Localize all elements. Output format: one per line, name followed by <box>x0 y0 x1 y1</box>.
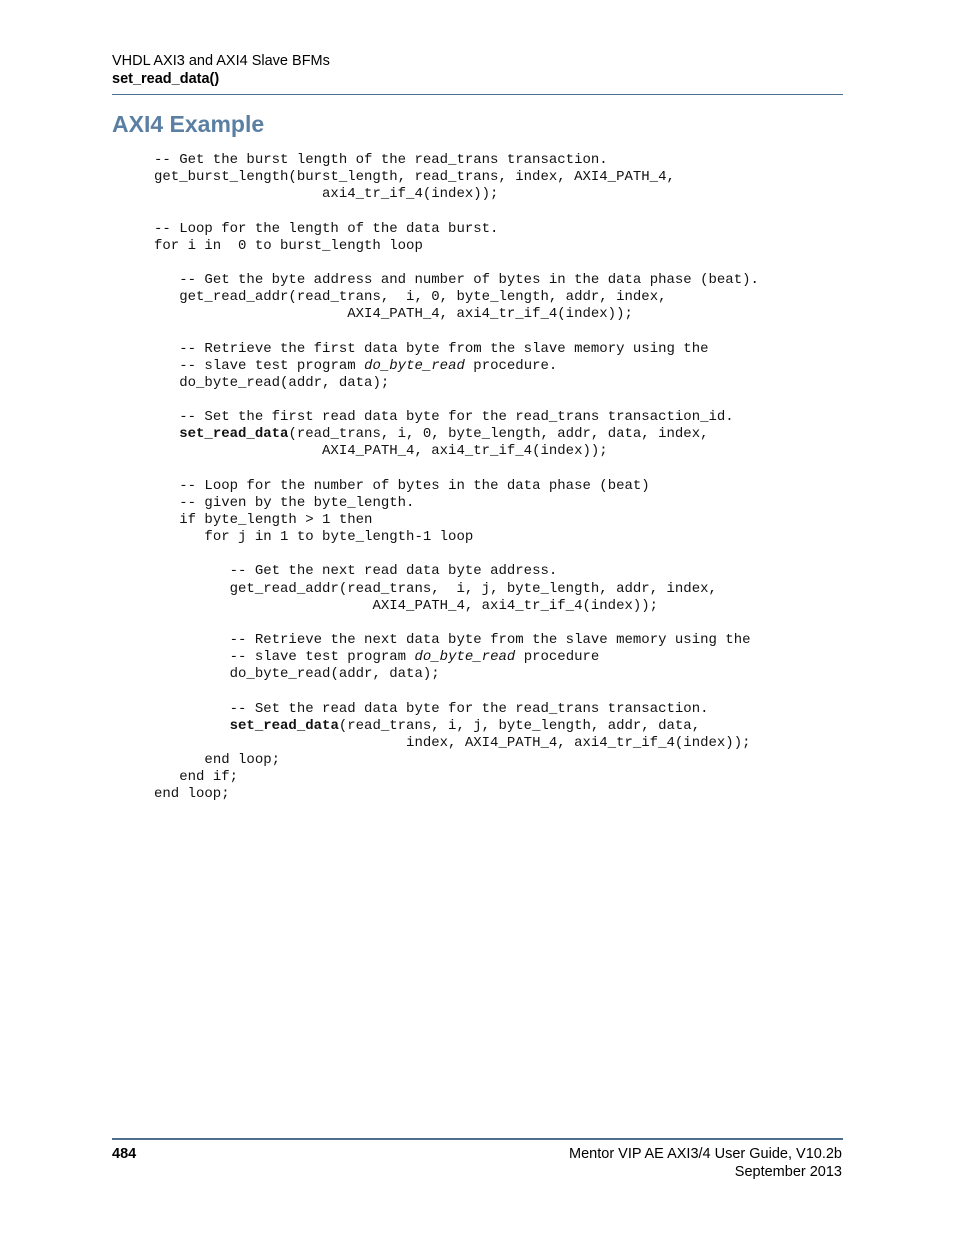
code-text: -- slave test program <box>179 357 365 374</box>
code-line <box>154 238 759 255</box>
code-line <box>154 186 759 203</box>
code-text: for j in 1 to byte_length-1 loop <box>204 529 474 546</box>
code-text: do_byte_read(addr, data); <box>229 666 440 683</box>
code-line <box>154 666 759 683</box>
code-text: get_burst_length(burst_length, read_trans, index, AXI4_PATH_4, <box>154 169 675 186</box>
code-keyword: set_read_data <box>229 717 339 734</box>
code-line <box>154 701 759 718</box>
code-text: -- Retrieve the first data byte from the slave memory using the <box>179 340 709 357</box>
code-line <box>154 615 759 632</box>
code-text: do_byte_read(addr, data); <box>179 374 390 391</box>
code-line <box>154 735 759 752</box>
code-line <box>154 581 759 598</box>
code-line <box>154 683 759 700</box>
code-keyword: set_read_data <box>179 426 289 443</box>
code-line <box>154 529 759 546</box>
code-line <box>154 546 759 563</box>
code-line <box>154 306 759 323</box>
code-line <box>154 478 759 495</box>
section-heading: AXI4 Example <box>112 111 265 137</box>
code-text: -- Get the burst length of the read_trans transaction. <box>154 152 608 168</box>
code-line <box>154 598 759 615</box>
code-line <box>154 786 759 803</box>
footer-date: September 2013 <box>734 1164 842 1180</box>
code-text: -- Get the byte address and number of bytes in the data phase (beat). <box>179 271 759 288</box>
code-line <box>154 718 759 735</box>
code-text: end loop; <box>204 751 281 768</box>
code-text: -- Retrieve the next data byte from the slave memory using the <box>229 631 751 648</box>
code-text: -- given by the byte_length. <box>179 494 415 511</box>
code-text: -- Loop for the number of bytes in the data phase (beat) <box>179 477 650 494</box>
code-line <box>154 443 759 460</box>
code-line <box>154 563 759 580</box>
code-line <box>154 221 759 238</box>
code-text: -- Set the first read data byte for the read_trans transaction_id. <box>179 409 734 426</box>
header-divider <box>112 94 843 95</box>
code-text: (read_trans, i, j, byte_length, addr, data, <box>338 717 701 734</box>
code-line <box>154 392 759 409</box>
footer-info <box>569 1145 842 1181</box>
code-line <box>154 409 759 426</box>
footer-divider <box>112 1138 843 1140</box>
code-emphasis: do_byte_read <box>364 357 465 374</box>
code-line <box>154 169 759 186</box>
code-text: AXI4_PATH_4, axi4_tr_if_4(index)); <box>322 443 608 460</box>
code-text: -- Get the next read data byte address. <box>229 563 558 580</box>
code-text: -- Loop for the length of the data burst. <box>154 220 499 237</box>
code-text: -- slave test program <box>229 649 415 666</box>
page-header <box>112 52 843 88</box>
code-line <box>154 152 759 169</box>
footer-guide-title: Mentor VIP AE AXI3/4 User Guide, V10.2b <box>569 1146 842 1162</box>
code-text: (read_trans, i, 0, byte_length, addr, data, index, <box>288 426 709 443</box>
code-line <box>154 203 759 220</box>
code-line <box>154 632 759 649</box>
code-text: AXI4_PATH_4, axi4_tr_if_4(index)); <box>372 597 659 614</box>
code-line <box>154 769 759 786</box>
code-text: get_read_addr(read_trans, i, 0, byte_length, addr, index, <box>179 289 667 306</box>
code-text: get_read_addr(read_trans, i, j, byte_length, addr, index, <box>229 580 717 597</box>
code-emphasis: do_byte_read <box>414 649 516 666</box>
code-text: end loop; <box>154 786 230 803</box>
code-line <box>154 649 759 666</box>
code-text: index, AXI4_PATH_4, axi4_tr_if_4(index)); <box>406 734 751 751</box>
code-line <box>154 752 759 769</box>
code-line <box>154 255 759 272</box>
code-text: AXI4_PATH_4, axi4_tr_if_4(index)); <box>347 306 633 323</box>
code-text: if byte_length > 1 then <box>179 511 373 528</box>
code-block <box>154 152 759 803</box>
code-line <box>154 375 759 392</box>
code-text: procedure. <box>464 357 558 374</box>
code-line <box>154 358 759 375</box>
code-text: end if; <box>179 769 239 786</box>
page-number: 484 <box>112 1146 137 1162</box>
code-line <box>154 341 759 358</box>
code-line <box>154 426 759 443</box>
code-line <box>154 272 759 289</box>
code-line <box>154 495 759 512</box>
code-line <box>154 289 759 306</box>
code-line <box>154 323 759 340</box>
code-text: for i in 0 to burst_length loop <box>154 237 423 254</box>
code-line <box>154 461 759 478</box>
header-title: VHDL AXI3 and AXI4 Slave BFMs <box>112 53 330 69</box>
header-subtitle: set_read_data() <box>112 71 220 87</box>
code-text: axi4_tr_if_4(index)); <box>322 186 499 203</box>
code-line <box>154 512 759 529</box>
code-text: procedure <box>515 649 600 666</box>
code-text: -- Set the read data byte for the read_trans transaction. <box>229 700 709 717</box>
